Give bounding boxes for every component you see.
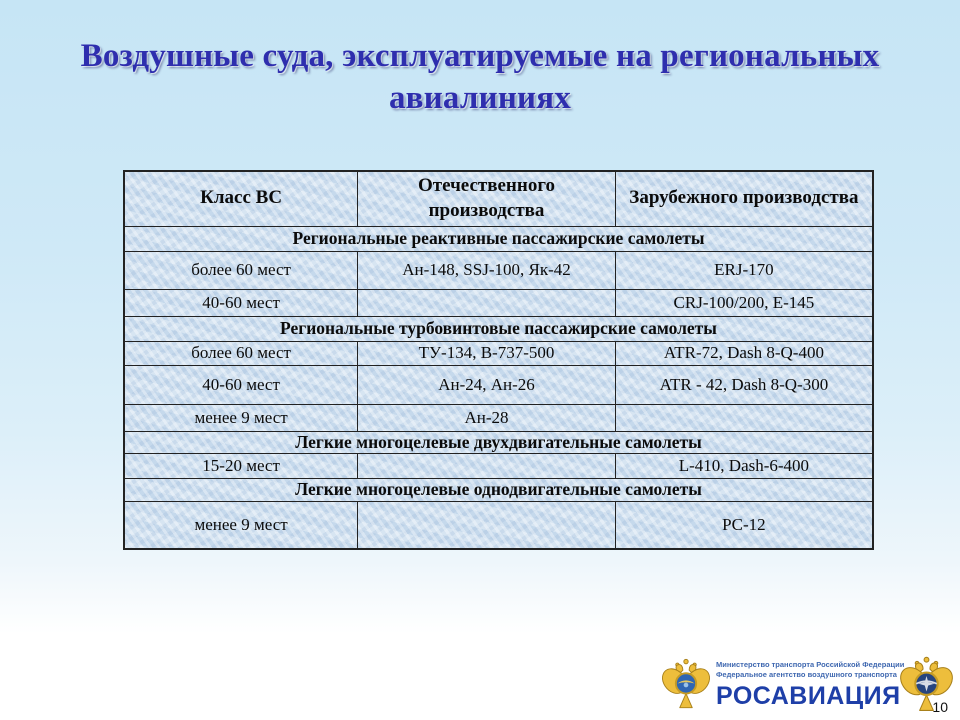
- table-cell: ATR - 42, Dash 8-Q-300: [615, 365, 873, 404]
- section-label: Региональные турбовинтовые пассажирские самолеты: [124, 316, 873, 341]
- table-cell: [615, 404, 873, 431]
- table-cell: 15-20 мест: [124, 453, 358, 478]
- column-header: Зарубежного производства: [615, 171, 873, 226]
- table-cell: 40-60 мест: [124, 365, 358, 404]
- table-cell: CRJ-100/200, E-145: [615, 289, 873, 316]
- table-cell: [358, 289, 616, 316]
- table-cell: [358, 501, 616, 549]
- column-header: Отечественного производства: [358, 171, 616, 226]
- table-section-row: [124, 431, 873, 453]
- table-row: [124, 289, 873, 316]
- transport-ministry-emblem-icon: [661, 657, 711, 713]
- aircraft-table-body: [124, 226, 873, 549]
- table-row: [124, 251, 873, 289]
- table-row: [124, 365, 873, 404]
- table-cell: Ан-148, SSJ-100, Як-42: [358, 251, 616, 289]
- table-row: [124, 453, 873, 478]
- table-section-row: [124, 316, 873, 341]
- page-number: 10: [932, 699, 948, 715]
- agency-name: РОСАВИАЦИЯ: [716, 681, 901, 710]
- table-header-row: [124, 171, 873, 226]
- table-section-row: [124, 478, 873, 501]
- table-row: [124, 341, 873, 365]
- table-row: [124, 501, 873, 549]
- table-cell: более 60 мест: [124, 251, 358, 289]
- table-cell: ТУ-134, В-737-500: [358, 341, 616, 365]
- table-cell: менее 9 мест: [124, 501, 358, 549]
- slide-title: Воздушные суда, эксплуатируемые на региональных авиалиниях: [80, 38, 880, 116]
- ministry-line-2: Федеральное агентство воздушного транспорта: [716, 670, 897, 679]
- table-cell: PC-12: [615, 501, 873, 549]
- rosaviation-logo: [661, 652, 954, 718]
- table-section-row: [124, 226, 873, 251]
- aircraft-table: [123, 170, 874, 550]
- ministry-line-1: Министерство транспорта Российской Федерации: [716, 659, 905, 669]
- section-label: Региональные реактивные пассажирские самолеты: [124, 226, 873, 251]
- table-cell: 40-60 мест: [124, 289, 358, 316]
- logo-text-block: [716, 659, 905, 711]
- section-label: Легкие многоцелевые однодвигательные самолеты: [124, 478, 873, 501]
- table-cell: Ан-24, Ан-26: [358, 365, 616, 404]
- table-cell: L-410, Dash-6-400: [615, 453, 873, 478]
- table-cell: менее 9 мест: [124, 404, 358, 431]
- table-cell: [358, 453, 616, 478]
- table-cell: более 60 мест: [124, 341, 358, 365]
- table-cell: Ан-28: [358, 404, 616, 431]
- section-label: Легкие многоцелевые двухдвигательные самолеты: [124, 431, 873, 453]
- table-row: [124, 404, 873, 431]
- table-cell: ERJ-170: [615, 251, 873, 289]
- column-header: Класс ВС: [124, 171, 358, 226]
- table-cell: ATR-72, Dash 8-Q-400: [615, 341, 873, 365]
